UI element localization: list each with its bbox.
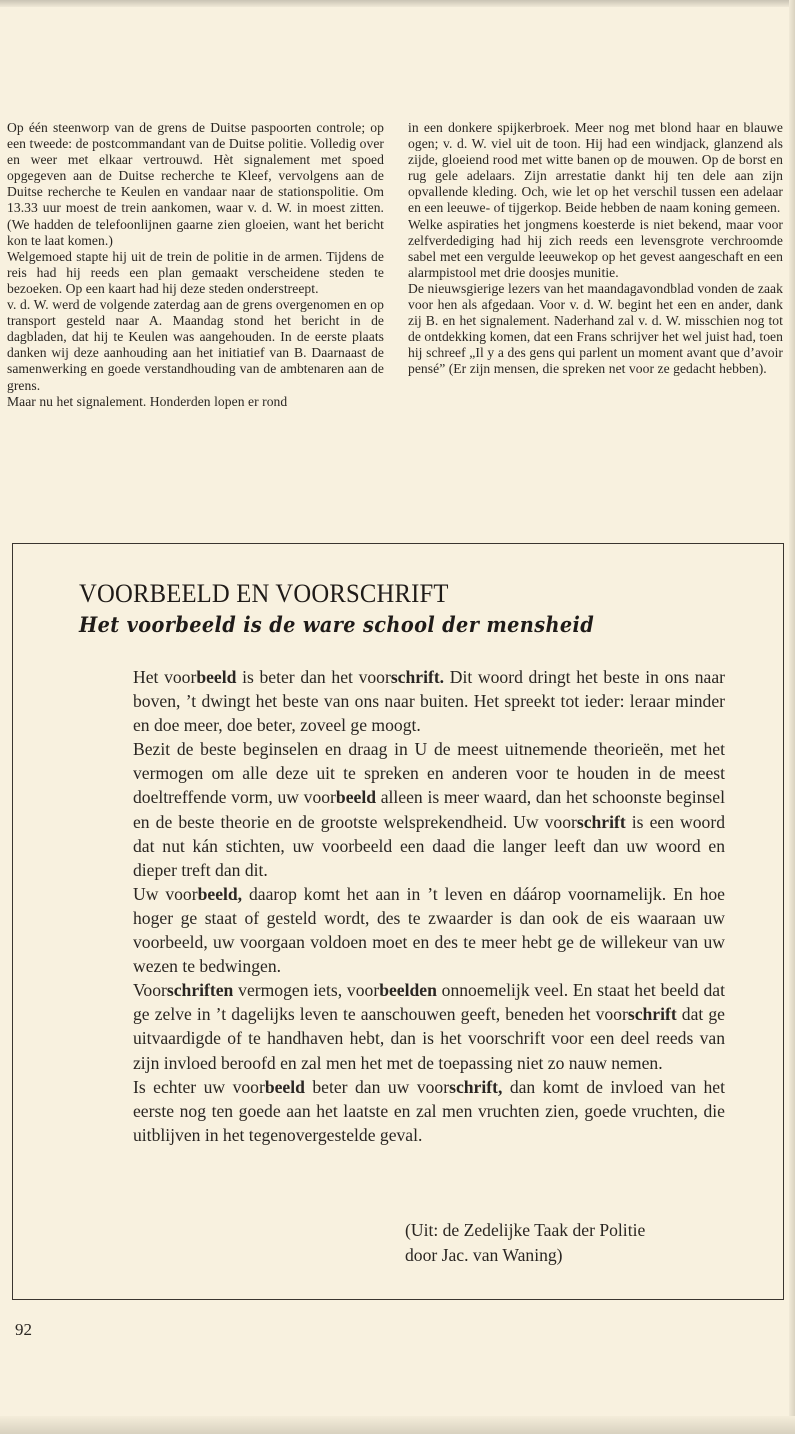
quote-paragraph	[133, 665, 725, 737]
box-title: VOORBEELD EN VOORSCHRIFT	[79, 578, 449, 608]
quote-paragraph	[133, 882, 725, 978]
emphasis-run: beeld	[335, 787, 376, 808]
article-paragraph: Welgemoed stapte hij uit de trein de politie in de armen. Tijdens de reis had hij reeds een plan gemaakt verscheidene steden te bezoeken. Op een kaart had hij deze steden onderstreept.	[7, 248, 384, 296]
source-line: door Jac. van Waning)	[405, 1244, 563, 1265]
emphasis-run: beeld	[264, 1076, 305, 1097]
text-run: Is echter uw voor	[133, 1076, 265, 1097]
page-bottom-edge	[0, 1416, 795, 1434]
page-right-edge	[789, 0, 795, 1434]
text-run: Bezit de beste beginselen en draag in U de meest uitnemende theorieën, met het vermogen om alle deze uit te spreken en anderen voor te houden in de meest doeltreffende vorm, uw voor	[133, 739, 725, 808]
article-paragraph: De nieuwsgierige lezers van het maandagavondblad vonden de zaak voor hen als afgedaan. Voor v. d. W. begint het een en ander, dank zij B. en het signalement. Naderhand zal v. d. W. misschien nog tot de ontdekking komen, dat een Frans schrijver het wel juist had, toen hij schreef „Il y a des gens qui parlent un moment avant que d’avoir pensé” (Er zijn mensen, die spreken net voor ze gedacht hebben).	[408, 280, 783, 377]
page-top-edge	[0, 0, 795, 7]
article-paragraph: in een donkere spijkerbroek. Meer nog met blond haar en blauwe ogen; v. d. W. viel uit de toon. Hij had een windjack, glanzend als zijde, gloeiend rood met witte banen op de mouwen. Op de borst en rug gele adelaars. Zijn arrestatie dankt hij ten dele aan zijn opvallende kleding. Och, wie let op het verschil tussen een adelaar en een leeuwe- of tijgerkop. Beide hebben de naam koning gemeen.	[408, 120, 783, 216]
quote-source	[405, 1218, 645, 1267]
article-paragraph: Op één steenworp van de grens de Duitse paspoorten controle; op een tweede: de postcommandant van de Duitse politie. Volledig over en weer met elkaar vertrouwd. Hèt signalement met spoed opgegeven aan de Duitse recherche te Kleef, vervolgens aan de Duitse recherche te Keulen en vandaar naar de stationspolitie. Om 13.33 uur moest de trein aankomen, waar v. d. W. in moest zitten. (We hadden de telefoonlijnen gaarne zien gloeien, want het bericht kon te laat komen.)	[7, 120, 384, 248]
text-run: beter dan uw voor	[304, 1076, 450, 1097]
text-run: alleen is meer waard, dan het schoonste beginsel en de beste theorie en de grootste welsprekendheid. Uw voor	[133, 787, 725, 832]
text-run: is een woord dat nut kán stichten, uw voorbeeld een daad die langer leeft dan uw woord en dieper treft dan dit.	[133, 811, 725, 880]
page-number: 92	[15, 1320, 32, 1339]
article-right-column	[408, 120, 783, 378]
text-run: dan komt de invloed van het eerste nog ten goede aan het laatste en zal men vruchten zien, goede vruchten, die uitblijven in het tegenovergestelde geval.	[133, 1076, 725, 1145]
emphasis-run: schriften	[166, 980, 234, 1001]
article-paragraph: Maar nu het signalement. Honderden lopen er rond	[7, 393, 288, 409]
emphasis-run: beelden	[379, 980, 437, 1001]
text-run: dat ge uitvaardigde of te handhaven hebt, dan is het voorschrift voor een deel reeds van zijn invloed beroofd en zal men het met de toepassing niet zo nauw nemen.	[133, 1004, 725, 1073]
text-run: Dit woord dringt het beste in ons naar boven, ’t dwingt het beste van ons naar buiten. Het spreekt tot ieder: leraar minder en doe meer, doe beter, zoveel ge moogt.	[133, 667, 725, 736]
text-run: daarop komt het aan in ’t leven en dáárop voornamelijk. En hoe hoger ge staat of gesteld wordt, des te zwaarder is dan ook de eis waaraan uw voorbeeld, uw voorgaan voldoen moet en des te meer hebt ge de willekeur van uw wezen te bedwingen.	[133, 883, 725, 977]
text-run: onnoemelijk veel. En staat het beeld dat ge zelve in ’t dagelijks leven te aanschouwen geeft, beneden het voor	[133, 980, 725, 1025]
article-paragraph: Welke aspiraties het jongmens koesterde is niet bekend, maar voor zelfverdediging had hij zich reeds een levensgrote verchroomde sabel met een vergulde leeuwekop op het gevest aangeschaft en een alarmpistool met drie doosjes munitie.	[408, 216, 783, 280]
text-run: vermogen iets, voor	[233, 980, 380, 1001]
quote-paragraph	[133, 1075, 725, 1147]
emphasis-run: schrift	[627, 1004, 677, 1025]
article-paragraph: v. d. W. werd de volgende zaterdag aan de grens overgenomen en op transport gesteld naar A. Maandag stond het bericht in de dagbladen, dat hij te Keulen was aangehouden. In de eerste plaats danken wij deze aanhouding aan het initiatief van B. Daarnaast de samenwerking en goede verstandhouding van de ambtenaren aan de grens.	[7, 297, 384, 393]
text-run: Het voor	[133, 667, 197, 687]
emphasis-run: schrift,	[449, 1076, 503, 1097]
quote-paragraph	[133, 978, 725, 1074]
box-subtitle: Het voorbeeld is de ware school der mensheid	[79, 612, 595, 637]
quote-paragraph	[133, 737, 725, 882]
text-run: Voor	[133, 980, 167, 1001]
quote-text	[133, 665, 725, 1147]
emphasis-run: beeld,	[197, 883, 243, 904]
emphasis-run: schrift.	[390, 667, 445, 687]
emphasis-run: schrift	[576, 811, 626, 832]
text-run: is beter dan het voor	[236, 667, 391, 687]
source-line: (Uit: de Zedelijke Taak der Politie	[405, 1220, 646, 1240]
text-run: Uw voor	[133, 883, 198, 904]
emphasis-run: beeld	[196, 667, 237, 687]
article-left-column	[7, 120, 384, 410]
